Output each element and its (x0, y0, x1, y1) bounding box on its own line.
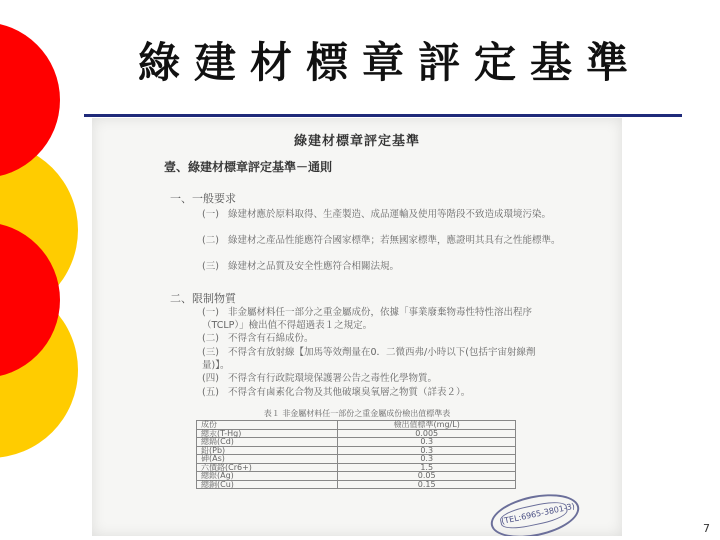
table-cell: 鉛(Pb) (197, 446, 338, 455)
slide-title: 綠建材標章評定基準 (137, 38, 642, 87)
table-cell: 0.3 (338, 455, 516, 464)
section2-item: (五) 不得含有鹵素化合物及其他破壞臭氧層之物質（詳表２）。 (202, 387, 471, 398)
table-row (197, 480, 516, 489)
section2-item: (四) 不得含有行政院環境保護署公告之毒性化學物質。 (202, 373, 438, 384)
table-row (197, 455, 516, 464)
section1-heading: 一、一般要求 (170, 192, 236, 205)
table-caption: 表１ 非金屬材料任一部份之重金屬成份檢出值標準表 (263, 409, 451, 418)
table-cell: 0.05 (338, 472, 516, 481)
table-cell: 總鎘(Cd) (197, 438, 338, 447)
section2-item: (三) 不得含有放射線【加馬等效劑量在0．二微西弗/小時以下(包括宇宙射線劑量)】。 (202, 347, 536, 371)
company-stamp (487, 487, 583, 536)
table-row (197, 438, 516, 447)
table-cell: 總銀(Ag) (197, 472, 338, 481)
table-row (197, 463, 516, 472)
table-row (197, 472, 516, 481)
table-cell: 1.5 (338, 463, 516, 472)
section2-heading: 二、限制物質 (170, 292, 236, 305)
table-row (197, 446, 516, 455)
table-header-row (197, 421, 516, 430)
table-cell: 六價鉻(Cr6+) (197, 463, 338, 472)
stamp-text: (TEL:6965-3801-3) (498, 498, 569, 532)
document-title: 綠建材標章評定基準 (293, 134, 420, 149)
table-cell: 0.15 (338, 480, 516, 489)
table-cell: 0.005 (338, 429, 516, 438)
table-cell: 總銅(Cu) (197, 480, 338, 489)
table-header-cell: 檢出值標準(mg/L) (338, 421, 516, 430)
scanned-document (92, 118, 622, 536)
section2-item: (二) 不得含有石綿成份。 (202, 333, 314, 344)
table-cell: 0.3 (338, 438, 516, 447)
section1-item: (一) 綠建材應於原料取得、生產製造、成品運輸及使用等階段不致造成環境污染。 (202, 209, 552, 220)
table-row (197, 429, 516, 438)
section1-item: (二) 綠建材之產品性能應符合國家標準；若無國家標準，應證明其具有之性能標準。 (202, 235, 561, 246)
section1-item: (三) 綠建材之品質及安全性應符合相關法規。 (202, 261, 400, 272)
page-number: 7 (703, 522, 710, 535)
table-cell: 總汞(T-Hg) (197, 429, 338, 438)
table-cell: 砷(As) (197, 455, 338, 464)
decorative-circles (0, 0, 90, 540)
table-header-cell: 成份 (197, 421, 338, 430)
title-underline (84, 114, 682, 117)
table-cell: 0.3 (338, 446, 516, 455)
section-main-heading: 壹、綠建材標章評定基準－通則 (164, 160, 333, 174)
section2-item: (一) 非金屬材料任一部分之重金屬成份，依據「事業廢棄物毒性特性溶出程序（TCLP）」檢出值不得超過表１之規定。 (202, 307, 533, 331)
heavy-metal-table (196, 420, 516, 489)
